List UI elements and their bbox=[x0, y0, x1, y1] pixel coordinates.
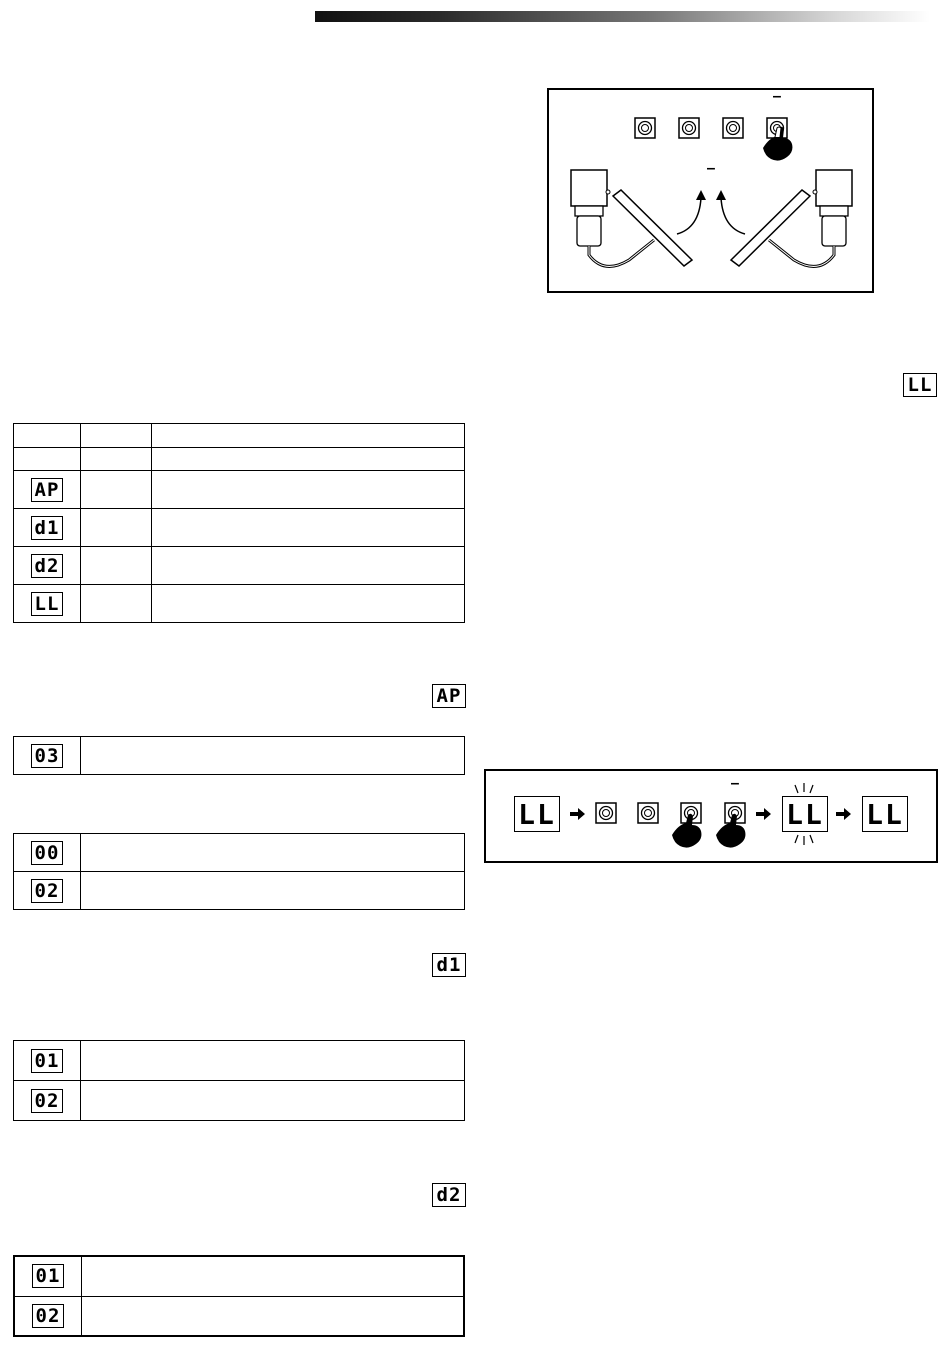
code-display: 01 bbox=[32, 1264, 64, 1288]
table-row bbox=[14, 471, 465, 509]
code-display: 03 bbox=[31, 744, 63, 768]
code-display: 02 bbox=[32, 1304, 64, 1328]
table-row bbox=[14, 1081, 465, 1121]
sequence-figure bbox=[484, 769, 938, 863]
ap-options-table bbox=[13, 833, 465, 910]
code-display: 01 bbox=[31, 1049, 63, 1073]
code-display: 02 bbox=[31, 1089, 63, 1113]
header-accent-bar bbox=[315, 11, 930, 22]
table-row bbox=[14, 547, 465, 585]
table-row bbox=[14, 834, 465, 872]
code-display: 02 bbox=[31, 879, 63, 903]
table-row bbox=[14, 1256, 464, 1296]
section-d2-indicator: d2 bbox=[432, 1183, 466, 1207]
table-row bbox=[14, 737, 465, 775]
ap-value-table bbox=[13, 736, 465, 775]
code-display: 00 bbox=[31, 841, 63, 865]
function-table-header bbox=[14, 424, 465, 448]
arrow-right-icon bbox=[836, 808, 851, 820]
function-table bbox=[13, 423, 465, 623]
code-display: d2 bbox=[31, 554, 63, 578]
arrow-right-icon bbox=[756, 808, 771, 820]
sequence-blink-display: LL bbox=[782, 796, 828, 832]
table-row bbox=[14, 509, 465, 547]
closing-arrows bbox=[677, 190, 745, 234]
code-display: d1 bbox=[31, 516, 63, 540]
table-row bbox=[14, 872, 465, 910]
section-ap-indicator: AP bbox=[432, 684, 466, 708]
gate-closing-figure bbox=[547, 88, 874, 293]
panel-button-1 bbox=[635, 118, 655, 138]
sequence-start-display: LL bbox=[514, 796, 560, 832]
minus-label-top: – bbox=[772, 88, 782, 105]
sequence-button-2 bbox=[638, 803, 658, 823]
d2-options-table bbox=[13, 1255, 465, 1337]
arrow-right-icon bbox=[570, 808, 585, 820]
d1-options-table bbox=[13, 1040, 465, 1121]
panel-button-2 bbox=[679, 118, 699, 138]
sequence-button-1 bbox=[596, 803, 616, 823]
table-row bbox=[14, 448, 465, 471]
table-row bbox=[14, 1296, 464, 1336]
right-ll-indicator: LL bbox=[903, 373, 937, 397]
section-d1-indicator: d1 bbox=[432, 953, 466, 977]
sequence-end-display: LL bbox=[862, 796, 908, 832]
table-row bbox=[14, 1041, 465, 1081]
code-display: AP bbox=[31, 478, 63, 502]
minus-label-arrows: – bbox=[706, 160, 716, 177]
panel-button-3 bbox=[723, 118, 743, 138]
left-gate-leaf bbox=[613, 190, 692, 266]
right-gate-leaf bbox=[731, 190, 810, 266]
table-row bbox=[14, 585, 465, 623]
sequence-minus-label: – bbox=[730, 775, 740, 792]
code-display: LL bbox=[31, 592, 63, 616]
